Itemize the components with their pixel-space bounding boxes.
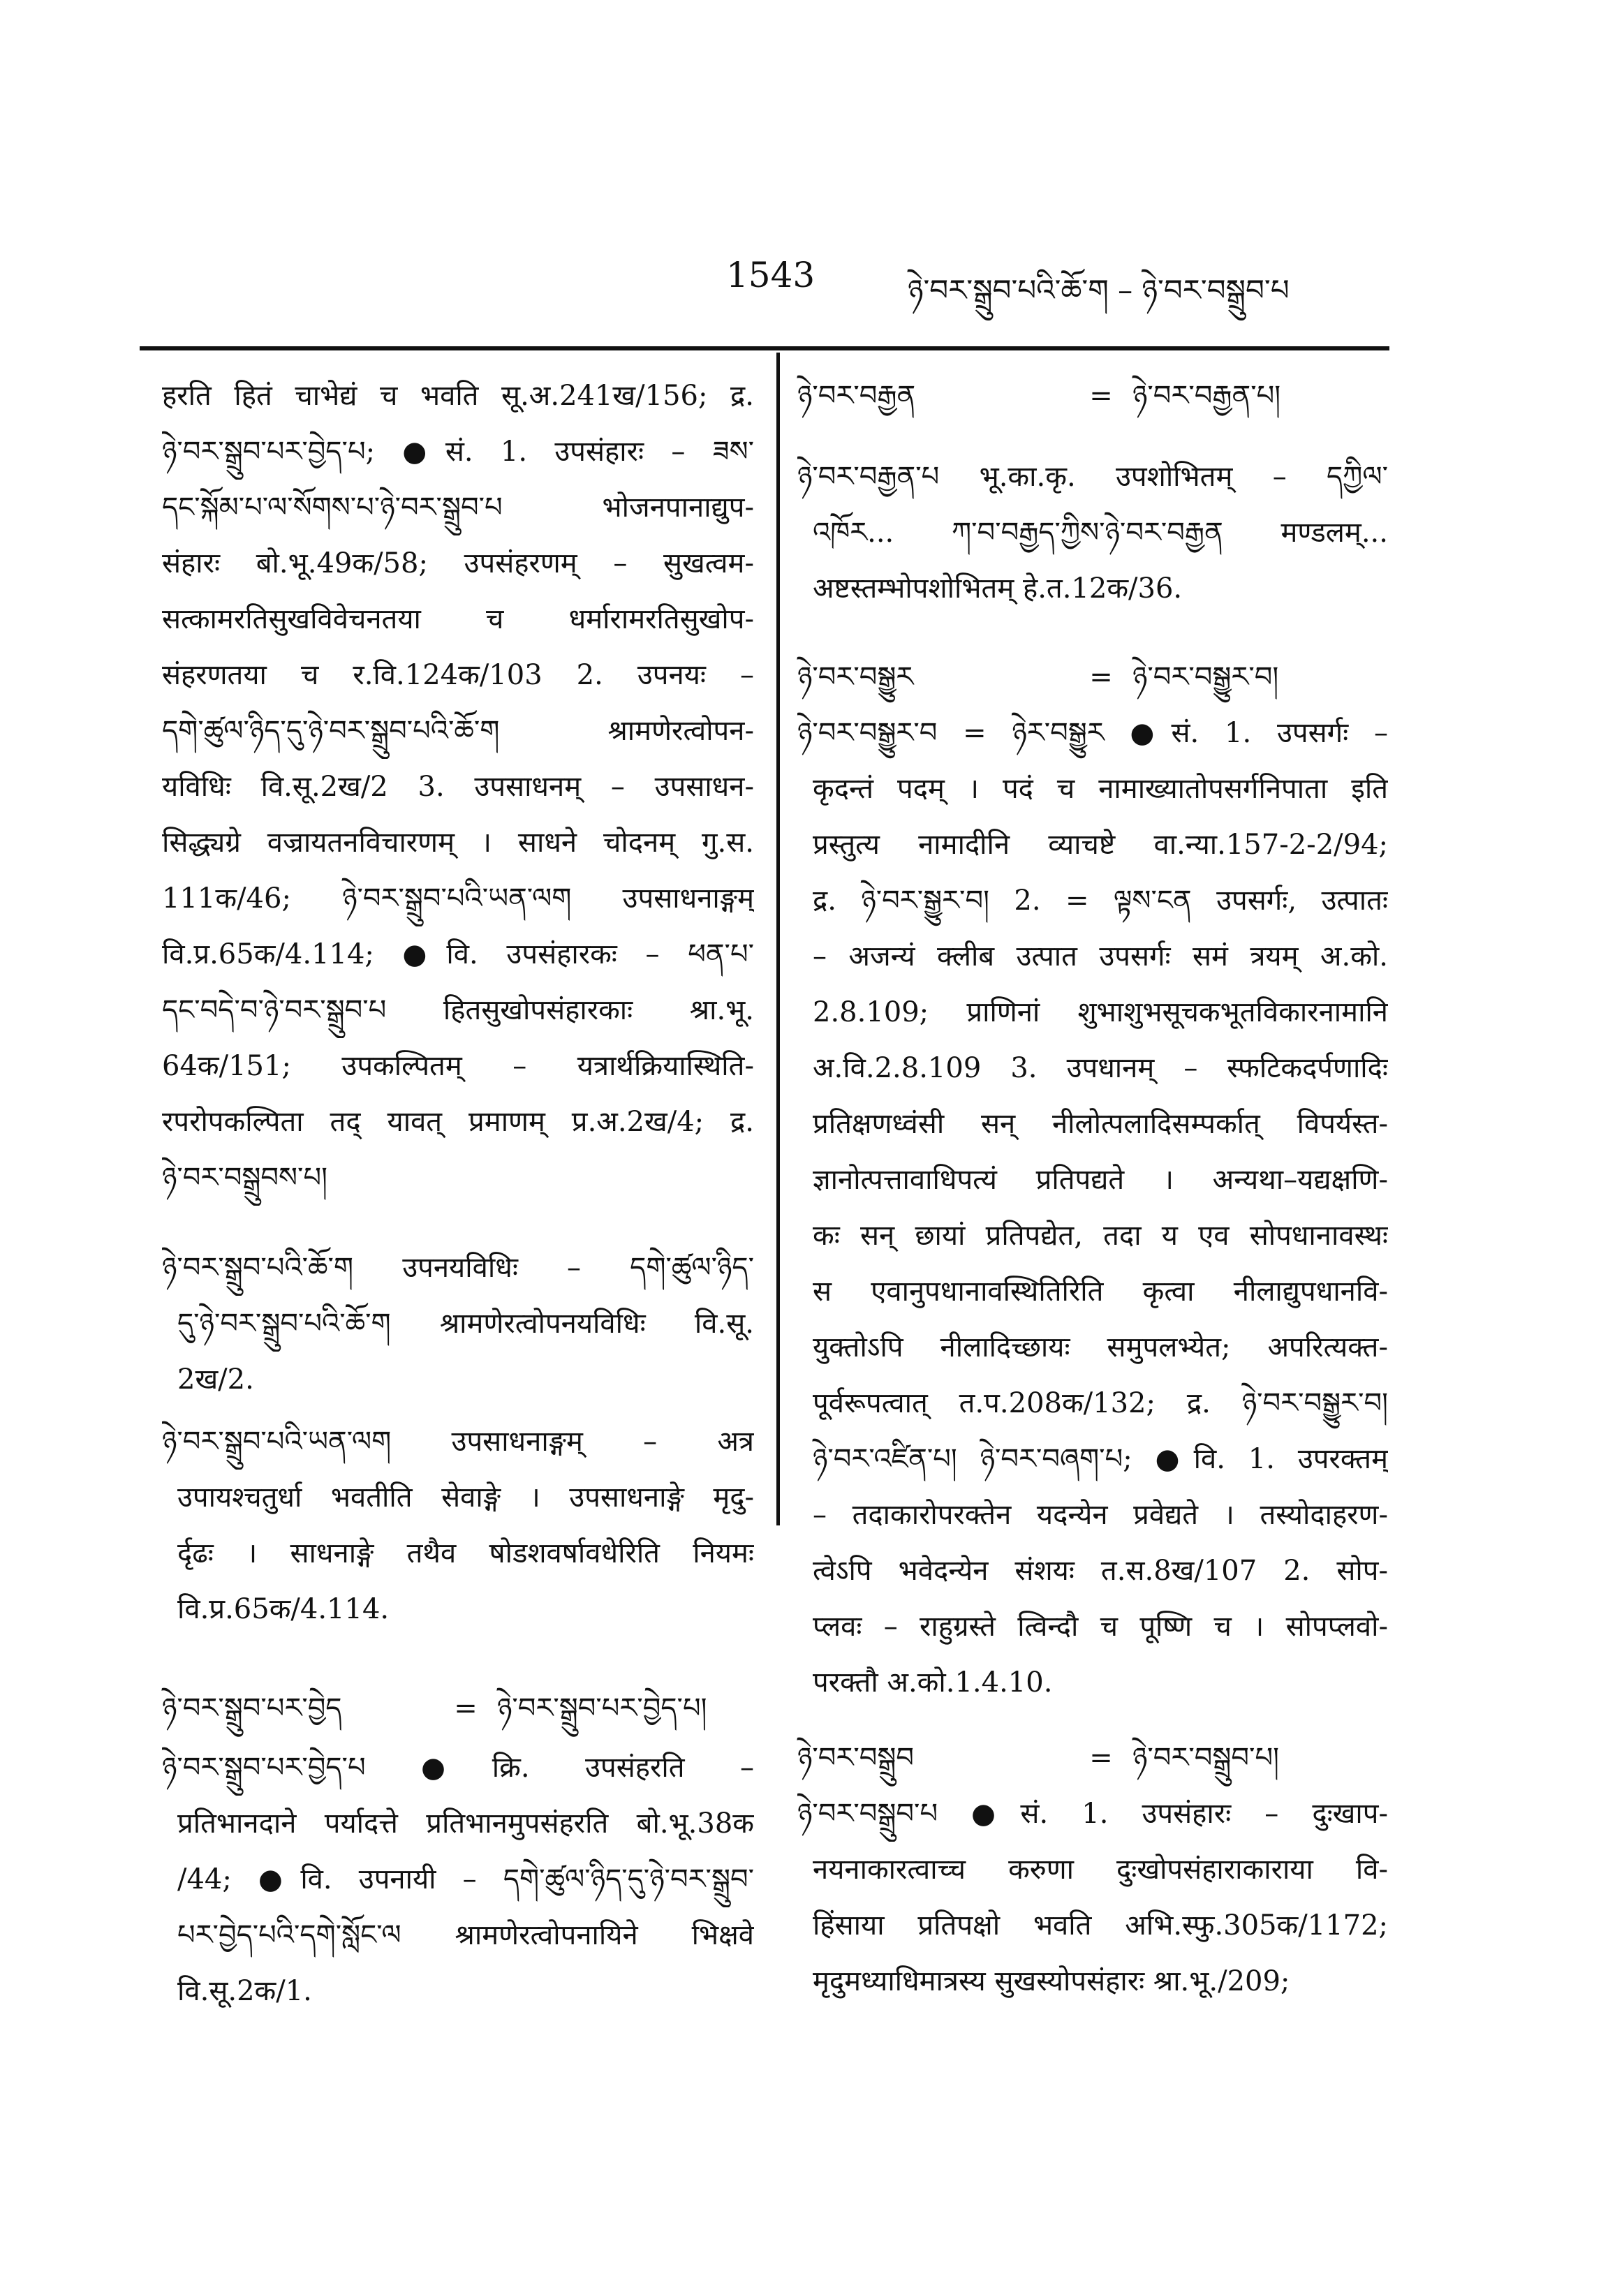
entry-text-line: ཉེ་བར་སྒྲུབ་པར་བྱེད་པ; ●सं. 1. उपसंहारः – ཟས་ (162, 436, 754, 468)
entry-headword: ཉེ་བར་བསྒྱུར (797, 661, 914, 693)
cross-reference-target: ཉེ་བར་བརྒྱན་པ། (1132, 380, 1281, 412)
entry-text-line: सिद्ध्यग्रे वज्रायतनविचारणम् । साधने चोदनम् गु.स. (162, 827, 754, 859)
cross-reference-target: ཉེ་བར་བསྒྲུབ་པ། (1132, 1742, 1279, 1774)
entry-headword-line: ཉེ་བར་བསྒྱུར་བ = ཉེར་བསྒྱུར ●सं. 1. उपसर्गः – (797, 717, 1388, 749)
left-column (162, 368, 754, 2019)
entry-text-line: པར་བྱེད་པའི་དགེ་སློང་ལ श्रामणेरत्वोपनायिने भिक्षवे (177, 1919, 754, 1951)
entry-text-line: ཉེ་བར་འཛིན་པ། ཉེ་བར་བཞག་པ; ●वि. 1. उपरक्तम् (813, 1443, 1388, 1475)
entry-text-line: रपरोपकल्पिता तद् यावत् प्रमाणम् प्र.अ.2ख/4; द्र. (162, 1106, 754, 1138)
header-rule (140, 346, 1389, 350)
entry-headword: ཉེ་བར་སྒྲུབ་པར་བྱེད (162, 1692, 342, 1724)
entry-headword-line: ཉེ་བར་སྒྲུབ་པའི་ཆོ་ག उपनयविधिः – དགེ་ཚུལ་ཉིད་ (162, 1252, 754, 1284)
dictionary-entry (162, 1680, 754, 1736)
dictionary-entry (797, 1730, 1388, 1786)
entry-text-line: प्रतिभानदाने पर्यादत्ते प्रतिभानमुपसंहरति बो.भू.38क (177, 1807, 754, 1840)
entry-text-line: कृदन्तं पदम् । पदं च नामाख्यातोपसर्गनिपाता इति (813, 773, 1388, 805)
entry-text-line: परक्तौ अ.को.1.4.10. (813, 1666, 1053, 1699)
entry-text-line: संहरणतया च र.वि.124क/103 2. उपनयः – (162, 659, 754, 691)
entry-text-line: अष्टस्तम्भोपशोभितम् हे.त.12क/36. (813, 572, 1183, 605)
entry-text-line: स एवानुपधानावस्थितिरिति कृत्वा नीलाद्युपधानवि- (813, 1276, 1388, 1308)
dictionary-entry (797, 705, 1388, 1710)
entry-text-line: नयनाकारत्वाच्च करुणा दुःखोपसंहाराकाराया वि- (813, 1854, 1388, 1886)
entry-headword-line: ཉེ་བར་སྒྲུབ་པའི་ཡན་ལག उपसाधनाङ्गम् – अत्र (162, 1426, 754, 1458)
entry-headword-line: ཉེ་བར་སྒྲུབ་པར་བྱེད་པ ●क्रि. उपसंहरति – (162, 1752, 754, 1784)
entry-text-line: हरति हितं चाभेद्यं च भवति सू.अ.241ख/156; द्र. (162, 380, 754, 412)
entry-text-line: वि.प्र.65क/4.114. (177, 1593, 390, 1625)
entry-headword: ཉེ་བར་བརྒྱན (797, 380, 916, 412)
entry-headword: ཉེ་བར་བསྒྲུབ (797, 1742, 915, 1774)
equals-sign: = (1089, 1742, 1113, 1774)
entry-text-line: – तदाकारोपरक्तेन यदन्येन प्रवेद्यते । तस्योदाहरण- (813, 1499, 1388, 1531)
entry-text-line: युक्तोऽपि नीलादिच्छायः समुपलभ्येत; अपरित्यक्त- (813, 1331, 1388, 1363)
running-head: ཉེ་བར་སྒྲུབ་པའི་ཆོ་ག – ཉེ་བར་བསྒྲུབ་པ (908, 273, 1290, 307)
dictionary-entry (797, 1786, 1388, 2009)
entry-text-line: प्लवः – राहुग्रस्ते त्विन्दौ च पूष्णि च । सोपप्लवो- (813, 1611, 1388, 1643)
entry-text-line: /44; ●वि. उपनायी – དགེ་ཚུལ་ཉིད་དུ་ཉེ་བར་སྒྲུབ་ (177, 1863, 754, 1895)
right-column (797, 368, 1388, 2009)
entry-text-line: द्र. ཉེ་བར་སྒྱུར་བ། 2. = ལྟས་ངན उपसर्गः, उत्पातः (813, 885, 1388, 917)
entry-text-line: དགེ་ཚུལ་ཉིད་དུ་ཉེ་བར་སྒྲུབ་པའི་ཆོ་ག श्रामणेरत्वोपन- (162, 715, 754, 747)
entry-text-line: དང་བདེ་བ་ཉེ་བར་སྒྲུབ་པ हितसुखोपसंहारकाः श्रा.भू. (162, 994, 754, 1026)
entry-text-line: प्रस्तुत्य नामादीनि व्याचष्टे वा.न्या.157-2-2/94; (813, 829, 1388, 861)
page-number: 1543 (726, 255, 815, 295)
entry-text-line: 2ख/2. (177, 1363, 254, 1396)
entry-text-line: अ.वि.2.8.109 3. उपधानम् – स्फटिकदर्पणादिः (813, 1052, 1388, 1084)
entry-text-line: འཁོར... ཀ་བ་བརྒྱད་ཀྱིས་ཉེ་བར་བརྒྱན मण्डलम्... (813, 517, 1388, 549)
entry-text-line: དང་སྐོམ་པ་ལ་སོགས་པ་ཉེ་བར་སྒྲུབ་པ भोजनपानाद्युप- (162, 491, 754, 524)
entry-text-line: कः सन् छायां प्रतिपद्येत, तदा य एव सोपधानावस्थः (813, 1220, 1388, 1252)
entry-text-line: पूर्वरूपत्वात् त.प.208क/132; द्र. ཉེ་བར་བསྒྱུར་བ། (813, 1387, 1388, 1419)
entry-text-line: संहारः बो.भू.49क/58; उपसंहरणम् – सुखत्वम- (162, 547, 754, 579)
entry-text-line: 111क/46; ཉེ་བར་སྒྲུབ་པའི་ཡན་ལག उपसाधनाङ्गम् (162, 882, 754, 915)
entry-text-line: सत्कामरतिसुखविवेचनतया च धर्मारामरतिसुखोप- (162, 603, 754, 635)
dictionary-entry (797, 649, 1388, 705)
entry-text-line: प्रतिक्षणध्वंसी सन् नीलोत्पलादिसम्पर्कात् विपर्यस्त- (813, 1108, 1388, 1140)
entry-headword-line: ཉེ་བར་བརྒྱན་པ भू.का.कृ. उपशोभितम् – དཀྱིལ་ (797, 461, 1388, 493)
equals-sign: = (1089, 661, 1113, 693)
dictionary-entry (797, 449, 1388, 616)
entry-text-line: वि.सू.2क/1. (177, 1975, 312, 2007)
entry-text-line: 2.8.109; प्राणिनां शुभाशुभसूचकभूतविकारनामानि (813, 996, 1388, 1028)
entry-text-line: ཉེ་བར་བསྒྲུབས་པ། (162, 1162, 327, 1194)
entry-headword-line: ཉེ་བར་བསྒྲུབ་པ ●सं. 1. उपसंहारः – दुःखाप- (797, 1798, 1388, 1830)
column-divider (776, 353, 780, 1525)
equals-sign: = (454, 1692, 478, 1724)
entry-text-line: यविधिः वि.सू.2ख/2 3. उपसाधनम् – उपसाधन- (162, 771, 754, 803)
entry-text-line: དུ་ཉེ་བར་སྒྲུབ་པའི་ཆོ་ག श्रामणेरत्वोपनयविधिः वि.सू. (177, 1308, 754, 1340)
entry-text-line: हिंसाया प्रतिपक्षो भवति अभि.स्फु.305क/1172; (813, 1909, 1388, 1942)
dictionary-entry (162, 1240, 754, 1407)
equals-sign: = (1089, 380, 1113, 412)
cross-reference-target: ཉེ་བར་བསྒྱུར་བ། (1132, 661, 1279, 693)
entry-text-line: त्वेऽपि भवेदन्येन संशयः त.स.8ख/107 2. सोप- (813, 1555, 1388, 1587)
dictionary-entry (162, 1414, 754, 1637)
entry-text-line: मृदुमध्याधिमात्रस्य सुखस्योपसंहारः श्रा.भू./209; (813, 1965, 1290, 1997)
entry-text-line: ज्ञानोत्पत्तावाधिपत्यं प्रतिपद्यते । अन्यथा–यद्यक्षणि- (813, 1164, 1388, 1196)
dictionary-entry (797, 368, 1388, 424)
dictionary-entry (162, 368, 754, 1206)
entry-text-line: उपायश्चतुर्धा भवतीति सेवाङ्गे । उपसाधनाङ्गे मृदु- (177, 1481, 754, 1514)
entry-text-line: – अजन्यं क्लीब उत्पात उपसर्गः समं त्रयम् अ.को. (813, 940, 1388, 973)
dictionary-entry (162, 1740, 754, 2019)
entry-text-line: वि.प्र.65क/4.114; ●वि. उपसंहारकः – ཕན་པ་ (162, 938, 754, 970)
cross-reference-target: ཉེ་བར་སྒྲུབ་པར་བྱེད་པ། (497, 1692, 707, 1724)
entry-text-line: र्दृढः । साधनाङ्गे तथैव षोडशवर्षावधेरिति नियमः (177, 1537, 754, 1569)
entry-text-line: 64क/151; उपकल्पितम् – यत्रार्थक्रियास्थिति- (162, 1050, 754, 1082)
